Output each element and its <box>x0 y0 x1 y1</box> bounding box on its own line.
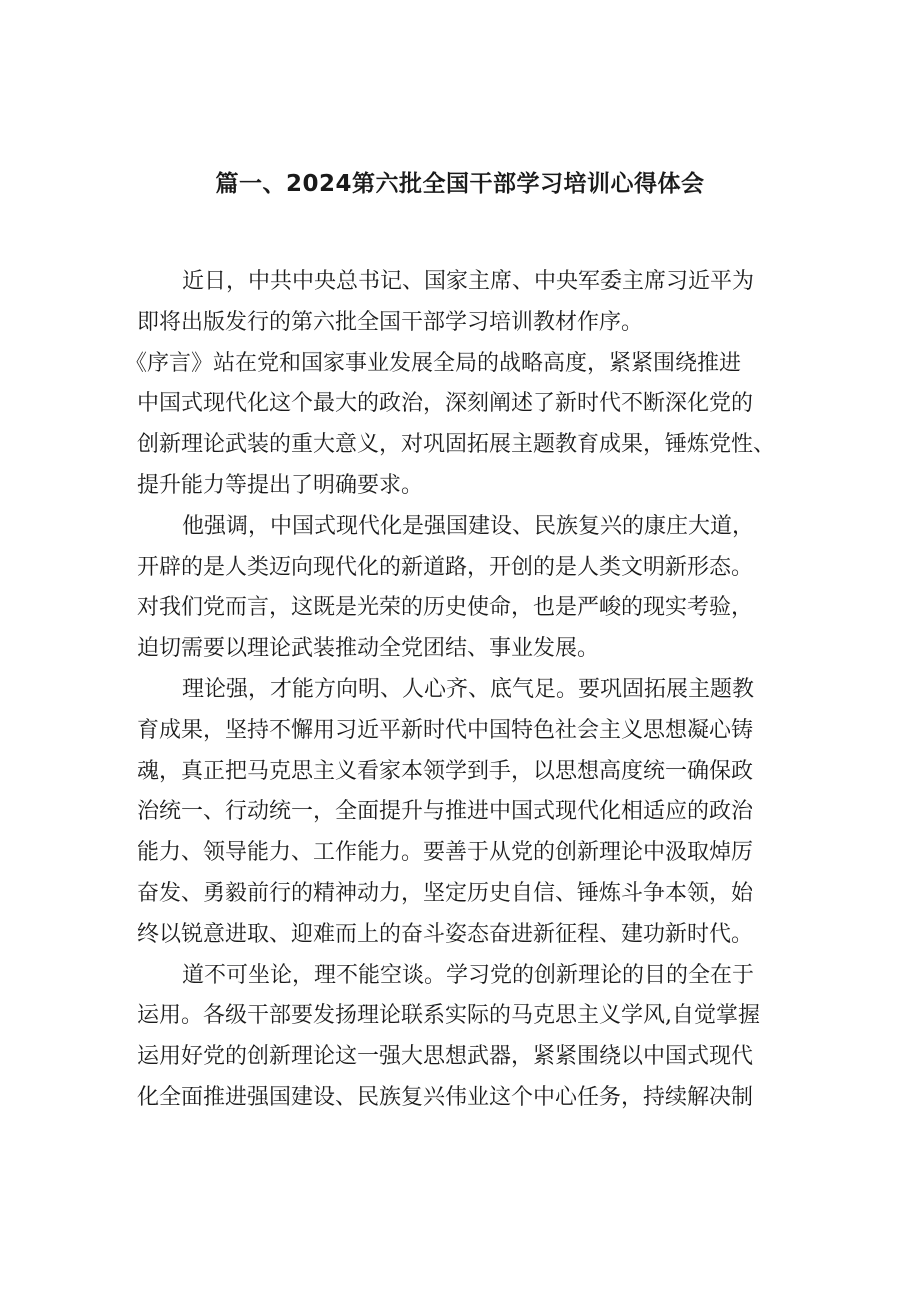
text-line: 道不可坐论，理不能空谈。学习党的创新理论的目的全在于 <box>182 962 755 988</box>
text-line: 创新理论武装的重大意义，对巩固拓展主题教育成果，锤炼党性、 <box>137 432 776 458</box>
document-body <box>125 262 797 1119</box>
text-line: 能力、领导能力、工作能力。要善于从党的创新理论中汲取焯厉 <box>137 840 754 866</box>
text-line: 运用好党的创新理论这一强大思想武器，紧紧围绕以中国式现代 <box>137 1044 754 1070</box>
text-line: 迫切需要以理论武装推动全党团结、事业发展。 <box>137 636 600 662</box>
text-line: 近日，中共中央总书记、国家主席、中央军委主席习近平为 <box>182 269 755 294</box>
text-line: 提升能力等提出了明确要求。 <box>137 472 424 498</box>
text-line: 奋发、勇毅前行的精神动力，坚定历史自信、锤炼斗争本领，始 <box>137 880 754 906</box>
text-line: 即将出版发行的第六批全国干部学习培训教材作序。 <box>137 309 644 335</box>
text-line: 育成果，坚持不懈用习近平新时代中国特色社会主义思想凝心铸 <box>137 717 754 743</box>
text-line: 治统一、行动统一，全面提升与推进中国式现代化相适应的政治 <box>137 799 754 825</box>
text-line: 理论强，才能方向明、人心齐、底气足。要巩固拓展主题教 <box>182 676 755 702</box>
document-title: 篇一、2024第六批全国干部学习培训心得体会 <box>215 171 705 197</box>
text-line: 终以锐意进取、迎难而上的奋斗姿态奋进新征程、建功新时代。 <box>137 921 754 947</box>
text-line: 他强调，中国式现代化是强国建设、民族复兴的康庄大道， <box>182 513 755 539</box>
text-line: 对我们党而言，这既是光荣的历史使命，也是严峻的现实考验， <box>137 595 754 621</box>
text-line: 魂，真正把马克思主义看家本领学到手，以思想高度统一确保政 <box>137 758 754 784</box>
text-line: 《序言》站在党和国家事业发展全局的战略高度，紧紧围绕推进 <box>125 350 742 376</box>
text-line: 运用。各级干部要发扬理论联系实际的马克思主义学风,自觉掌握 <box>137 1003 760 1029</box>
text-line: 中国式现代化这个最大的政治，深刻阐述了新时代不断深化党的 <box>137 391 754 417</box>
text-line: 化全面推进强国建设、民族复兴伟业这个中心任务，持续解决制 <box>137 1084 754 1110</box>
text-line: 开辟的是人类迈向现代化的新道路，开创的是人类文明新形态。 <box>137 554 754 580</box>
